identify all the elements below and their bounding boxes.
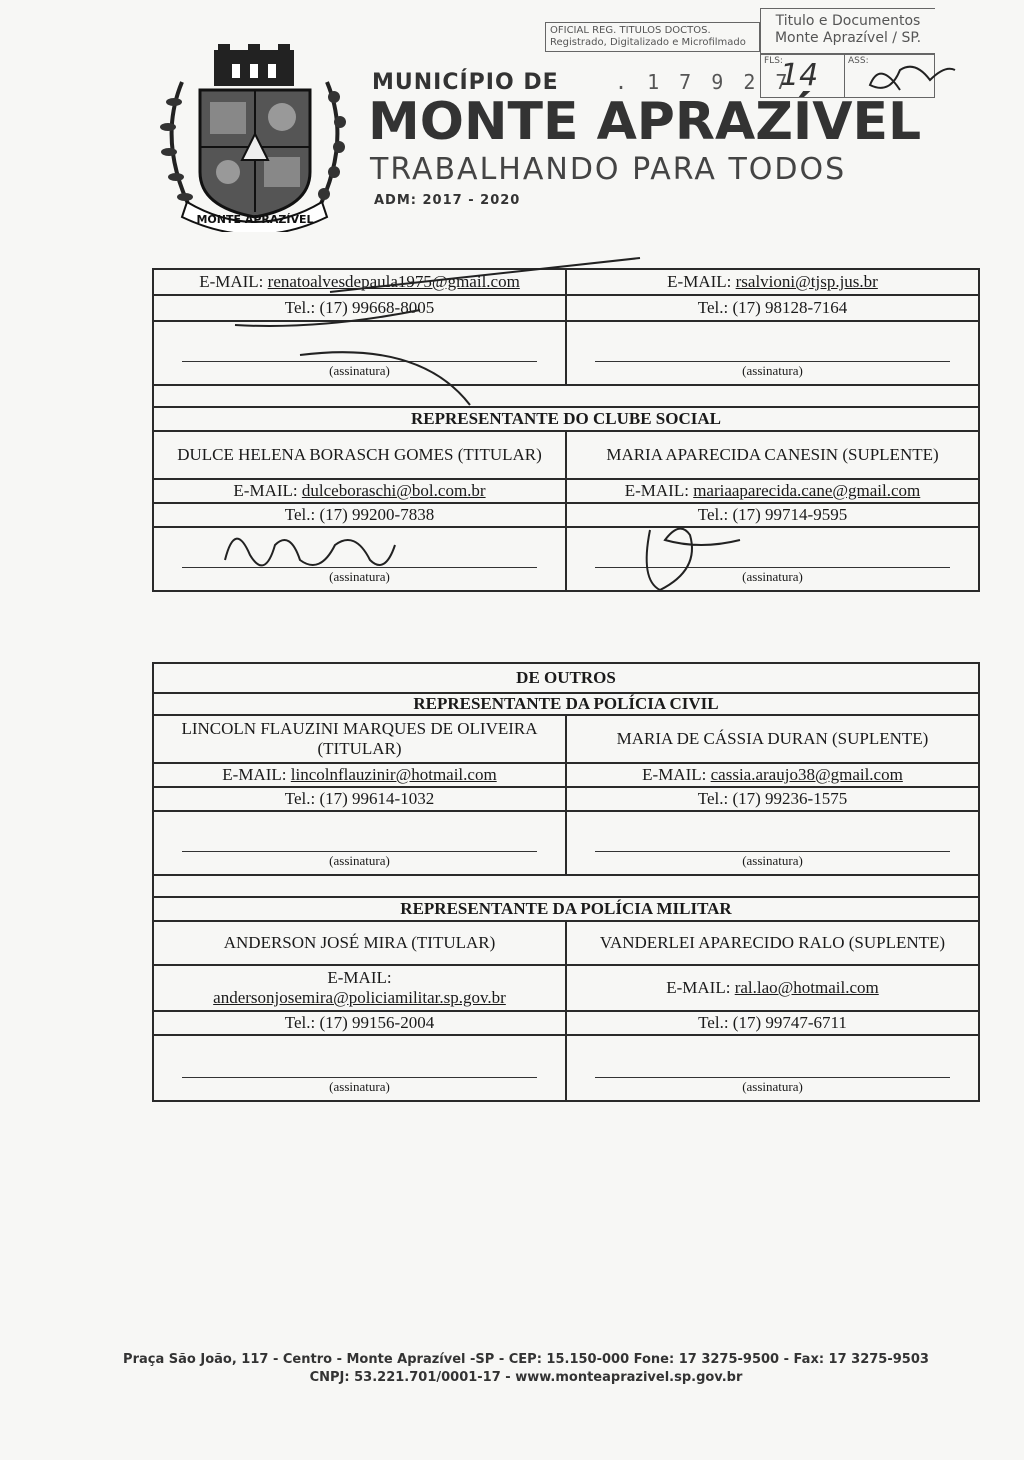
signature-label: (assinatura): [742, 569, 803, 584]
signature-label: (assinatura): [329, 363, 390, 378]
phone-cell: Tel.: (17) 99747-6711: [566, 1011, 979, 1035]
section-title: REPRESENTANTE DO CLUBE SOCIAL: [153, 407, 979, 431]
registry-stamp-line1: OFICIAL REG. TITULOS DOCTOS.: [550, 25, 711, 36]
slogan: TRABALHANDO PARA TODOS: [370, 152, 847, 187]
crest-ribbon-text: MONTE APRAZÍVEL: [196, 213, 314, 226]
email-cell: E-MAIL: mariaaparecida.cane@gmail.com: [566, 479, 979, 503]
signature-cell: [566, 1035, 979, 1101]
email-value: rsalvioni@tjsp.jus.br: [735, 272, 878, 291]
spacer-row: [153, 385, 979, 407]
signature-label: (assinatura): [742, 853, 803, 868]
fls-label: FLS:: [764, 56, 783, 66]
email-value: cassia.araujo38@gmail.com: [710, 765, 903, 784]
member-name: MARIA DE CÁSSIA DURAN (SUPLENTE): [566, 715, 979, 763]
signature-cell: [566, 811, 979, 875]
administration-period: ADM: 2017 - 2020: [374, 193, 521, 208]
ass-label: ASS:: [848, 56, 869, 66]
member-name: ANDERSON JOSÉ MIRA (TITULAR): [153, 921, 566, 965]
registry-box: [760, 8, 935, 54]
phone-cell: Tel.: (17) 99200-7838: [153, 503, 566, 527]
member-name: DULCE HELENA BORASCH GOMES (TITULAR): [153, 431, 566, 479]
members-table-clube: [152, 268, 980, 592]
city-name: MONTE APRAZÍVEL: [368, 92, 922, 152]
phone-cell: Tel.: (17) 98128-7164: [566, 295, 979, 321]
signature-cell: [566, 321, 979, 385]
table-title: DE OUTROS: [153, 663, 979, 693]
phone-cell: Tel.: (17) 99156-2004: [153, 1011, 566, 1035]
signature-label: (assinatura): [742, 1079, 803, 1094]
phone-cell: Tel.: (17) 99236-1575: [566, 787, 979, 811]
email-value: dulceboraschi@bol.com.br: [301, 481, 486, 500]
section-title: REPRESENTANTE DA POLÍCIA MILITAR: [153, 897, 979, 921]
email-value: renatoalvesdepaula1975@gmail.com: [267, 272, 520, 291]
email-cell: E-MAIL: lincolnflauzinir@hotmail.com: [153, 763, 566, 787]
signature-label: (assinatura): [329, 1079, 390, 1094]
email-value: ral.lao@hotmail.com: [734, 978, 879, 997]
email-value: lincolnflauzinir@hotmail.com: [290, 765, 497, 784]
email-value: mariaaparecida.cane@gmail.com: [693, 481, 921, 500]
ass-box: [845, 54, 935, 98]
phone-cell: Tel.: (17) 99714-9595: [566, 503, 979, 527]
protocol-number: . 1 7 9 2 7: [615, 70, 792, 94]
spacer-row: [153, 875, 979, 897]
footer-address: Praça São João, 117 - Centro - Monte Aprazível -SP - CEP: 15.150-000 Fone: 17 3275-9500 - Fax: 17 3275-9503: [123, 1352, 929, 1367]
phone-cell: Tel.: (17) 99668-8005: [153, 295, 566, 321]
member-name: VANDERLEI APARECIDO RALO (SUPLENTE): [566, 921, 979, 965]
signature-label: (assinatura): [329, 569, 390, 584]
signature-cell: [153, 321, 566, 385]
signature-cell: [153, 811, 566, 875]
email-cell: E-MAIL: dulceboraschi@bol.com.br: [153, 479, 566, 503]
signature-label: (assinatura): [329, 853, 390, 868]
registry-stamp: [545, 22, 760, 52]
section-title: REPRESENTANTE DA POLÍCIA CIVIL: [153, 693, 979, 715]
phone-cell: Tel.: (17) 99614-1032: [153, 787, 566, 811]
email-cell: E-MAIL: rsalvioni@tjsp.jus.br: [566, 269, 979, 295]
email-value: andersonjosemira@policiamilitar.sp.gov.br: [213, 988, 506, 1007]
email-cell: E-MAIL: cassia.araujo38@gmail.com: [566, 763, 979, 787]
footer-cnpj: CNPJ: 53.221.701/0001-17 - www.monteaprazivel.sp.gov.br: [309, 1370, 743, 1385]
members-table-outros: [152, 662, 980, 1102]
email-cell: E-MAIL: ral.lao@hotmail.com: [566, 965, 979, 1011]
signature-cell: [566, 527, 979, 591]
registry-stamp-line2: Registrado, Digitalizado e Microfilmado: [550, 37, 746, 48]
fls-number: 14: [780, 58, 819, 93]
registry-box-line2: Monte Aprazível / SP.: [774, 30, 922, 46]
member-name: MARIA APARECIDA CANESIN (SUPLENTE): [566, 431, 979, 479]
signature-cell: [153, 527, 566, 591]
signature-label: (assinatura): [742, 363, 803, 378]
signature-cell: [153, 1035, 566, 1101]
email-cell: E-MAIL: andersonjosemira@policiamilitar.sp.gov.br: [153, 965, 566, 1011]
municipal-crest-icon: [152, 42, 357, 232]
email-cell: E-MAIL: renatoalvesdepaula1975@gmail.com: [153, 269, 566, 295]
municipio-label: MUNICÍPIO DE: [372, 70, 559, 95]
member-name: LINCOLN FLAUZINI MARQUES DE OLIVEIRA (TITULAR): [153, 715, 566, 763]
registry-box-line1: Titulo e Documentos: [775, 13, 921, 29]
